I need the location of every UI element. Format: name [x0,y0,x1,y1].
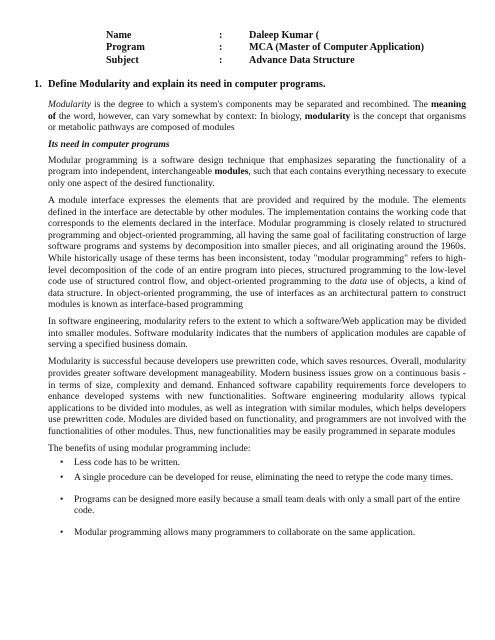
paragraph-success: Modularity is successful because developers use prewritten code, which saves resources. Overall, modularity provides greater software development manageability. Modern business issues grow on a continuous basis - in terms of size, complexity and demand. Enhanced software capability requirements force developers to enhance developed systems with new functionalities. Software engineering modularity allows typical applications to be divided into modules, as well as integration with similar modules, which helps developers use prewritten code. Modules are divided based on functionality, and programmers are not involved with the functionalities of other modules. Thus, new functionalities may be easily programmed in separate modules [48,356,466,437]
term-modularity: Modularity [48,99,91,110]
header-separator: : [219,42,223,54]
paragraph-modular-programming [48,155,466,190]
term-modules: modules [214,166,249,178]
question-number: 1. [34,79,42,90]
text-run: the word, however, can vary somewhat by context: In biology, [55,110,305,122]
paragraph-software-engineering: In software engineering, modularity refers to the extent to which a software/Web application may be divided into smaller modules. Software modularity indicates that the numbers of application modules are capable of serving a specified business domain. [48,316,466,351]
bullet-icon: • [60,526,64,538]
header-value: Advance Data Structure [249,54,355,66]
text-run: use of objects, a kind of data structure. In object-oriented programming, the use of interfaces as an architectural pattern to construct modules is known as interface-based programming [48,276,466,311]
bullet-icon: • [60,472,64,484]
header-value: MCA (Master of Computer Application) [249,42,425,54]
list-item-text: Less code has to be written. [74,456,181,468]
header-separator: : [219,30,223,41]
header-separator: : [219,54,223,66]
list-item [48,494,466,517]
answer-body [48,99,466,543]
text-run: is the degree to which a system's components may be separated and recombined. The [90,99,431,110]
term-meaning-of: meaning of [48,99,466,122]
benefits-list [48,457,466,539]
question-text: Define Modularity and explain its need in computer programs. [48,79,326,90]
header-label: Name [106,30,132,41]
list-item [48,457,466,469]
paragraph-module-interface [48,195,466,311]
header-row-name [106,30,424,42]
subheading-need: Its need in computer programs [48,139,170,151]
term-data: data [350,276,367,288]
header-row-subject [106,55,424,67]
question-heading [34,79,465,90]
text-run: , such that each contains everything necessary to execute only one aspect of the desired functionality. [48,166,466,189]
text-run: Modular programming is a software design technique that emphasizes separating the functionality of a program into independent, interchangeable [48,154,466,178]
paragraph-benefits-intro: The benefits of using modular programming include: [48,442,251,454]
header-row-program [106,42,424,54]
term-modularity-bold: modularity [304,110,351,122]
list-item-text: Modular programming allows many programmers to collaborate on the same application. [74,526,416,538]
list-item-text: Programs can be designed more easily because a small team deals with only a small part of the entire code. [74,493,460,517]
list-item [48,472,466,484]
list-item-text: A single procedure can be developed for reuse, eliminating the need to retype the code many times. [74,472,454,484]
bullet-icon: • [60,456,64,468]
list-item [48,527,466,539]
header-block [106,30,424,67]
header-label: Subject [106,54,139,66]
paragraph-definition [48,99,466,134]
header-label: Program [106,42,145,54]
header-value: Daleep Kumar ( [249,30,319,41]
bullet-icon: • [60,493,64,505]
text-run: A module interface expresses the elements that are provided and required by the module. The elements defined in the interface are detectable by other modules. The implementation contains the working code that corresponds to the elements declared in the interface. Modular programming is closely related to structured programming and object-oriented programming, all having the same goal of facilitating construction of large software programs and systems by decomposition into smaller pieces, and all originating around the 1960s. While historically usage of these terms has been inconsistent, today "modular programming" refers to high-level decomposition of the code of an entire program into pieces, structured programming to the low-level code use of structured control flow, and object-oriented programming to the [48,194,466,288]
text-run: is the concept that organisms or metabolic pathways are composed of modules [48,110,466,134]
